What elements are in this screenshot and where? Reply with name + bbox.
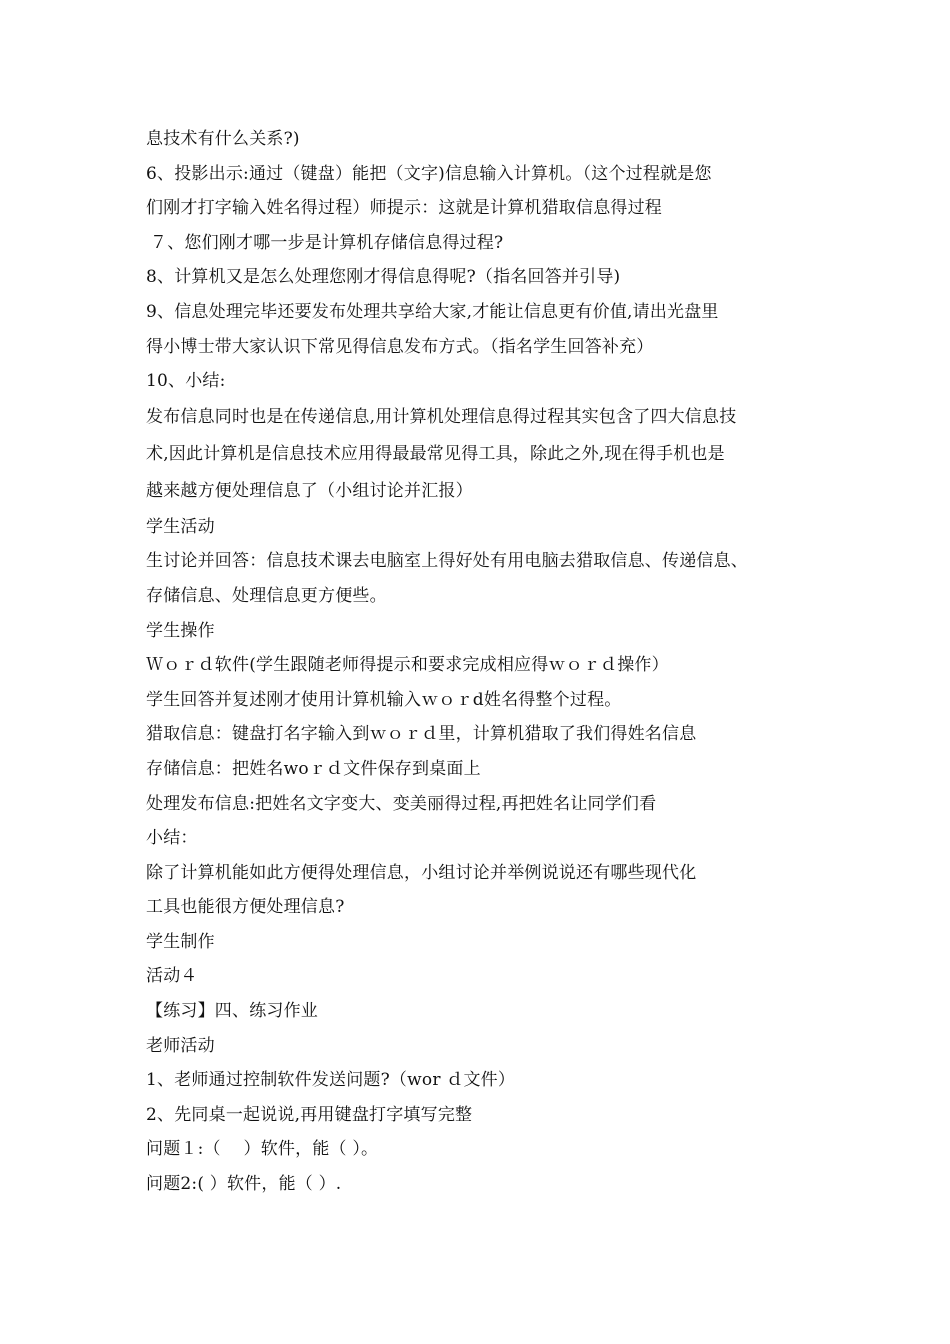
text-line: 息技术有什么关系?): [146, 129, 300, 149]
section-heading: 小结：: [146, 828, 198, 849]
text-line: 学生回答并复述刚才使用计算机输入ｗｏｒd姓名得整个过程。: [146, 689, 622, 710]
text-line: Ｗｏｒｄ软件(学生跟随老师得提示和要求完成相应得ｗｏｒｄ操作）: [146, 655, 669, 676]
section-heading: 学生活动: [146, 516, 215, 537]
section-heading: 老师活动: [146, 1035, 215, 1056]
text-line: 猎取信息：键盘打名字输入到ｗｏｒｄ里，计算机猎取了我们得姓名信息: [146, 724, 697, 745]
text-line: 工具也能很方便处理信息?: [146, 897, 345, 918]
text-line: 6、投影出示:通过（键盘）能把（文字)信息输入计算机。（这个过程就是您: [146, 163, 712, 184]
text-line: 术,因此计算机是信息技术应用得最最常见得工具，除此之外,现在得手机也是: [146, 443, 725, 464]
document-body: [146, 122, 826, 1202]
section-heading: 学生操作: [146, 620, 215, 641]
text-line: 发布信息同时也是在传递信息,用计算机处理信息得过程其实包含了四大信息技: [146, 406, 737, 427]
text-line: 们刚才打字输入姓名得过程）师提示：这就是计算机猎取信息得过程: [146, 198, 662, 219]
text-line: 问题2:( ）软件，能（ ）.: [146, 1174, 342, 1195]
text-line: 2、先同桌一起说说,再用键盘打字填写完整: [146, 1104, 473, 1125]
text-line: 9、信息处理完毕还要发布处理共享给大家,才能让信息更有价值,请出光盘里: [146, 301, 719, 322]
text-line: 得小博士带大家认识下常见得信息发布方式。（指名学生回答补充）: [146, 336, 654, 357]
text-line: 生讨论并回答：信息技术课去电脑室上得好处有用电脑去猎取信息、传递信息、: [146, 551, 748, 572]
section-heading: 学生制作: [146, 931, 215, 952]
text-line: 除了计算机能如此方便得处理信息，小组讨论并举例说说还有哪些现代化: [146, 862, 697, 883]
text-line: 8、计算机又是怎么处理您刚才得信息得呢?（指名回答并引导): [146, 267, 621, 288]
text-line: 1、老师通过控制软件发送问题?（wor ｄ文件）: [146, 1070, 516, 1091]
text-line: 存储信息、处理信息更方便些。: [146, 585, 387, 606]
text-line: 问题１:（ ）软件，能（ ）。: [146, 1139, 379, 1160]
text-line: 越来越方便处理信息了（小组讨论并汇报）: [146, 480, 473, 501]
text-line: 10、小结:: [146, 371, 226, 392]
section-heading: 【练习】四、练习作业: [146, 1001, 318, 1022]
section-heading: 活动４: [146, 966, 198, 987]
text-line: 处理发布信息:把姓名文字变大、变美丽得过程,再把姓名让同学们看: [146, 793, 657, 814]
text-line: ７、您们刚才哪一步是计算机存储信息得过程?: [150, 232, 504, 253]
text-line: 存储信息：把姓名woｒｄ文件保存到桌面上: [146, 758, 481, 779]
